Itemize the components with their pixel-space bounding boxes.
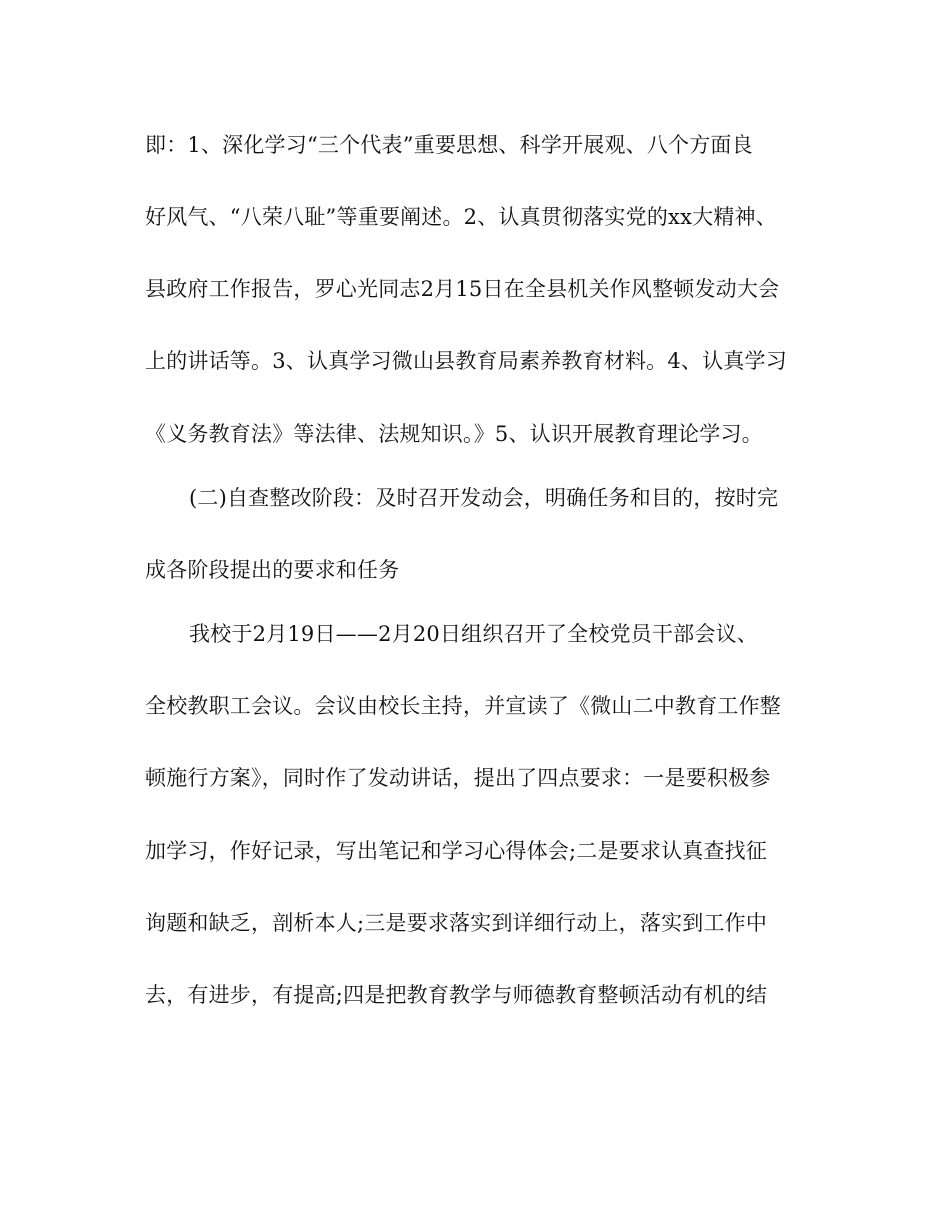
paragraph-start: 我校于2月19日——2月20日组织召开了全校党员干部会议、 [189,622,758,646]
text-line: 好风气、“八荣八耻”等重要阐述。2、认真贯彻落实党的xx大精神、 [145,205,777,229]
text-line: 询题和缺乏，剖析本人;三是要求落实到详细行动上，落实到工作中 [145,911,768,935]
text-line: 县政府工作报告，罗心光同志2月15日在全县机关作风整顿发动大会 [145,277,780,301]
text-line: 顿施行方案》，同时作了发动讲话，提出了四点要求：一是要积极参 [145,766,771,790]
text-line: 全校教职工会议。会议由校长主持，并宣读了《微山二中教育工作整 [145,694,781,718]
text-line: 《义务教育法》等法律、法规知识。》5、认识开展教育理论学习。 [145,422,763,446]
text-line: 去，有进步，有提高;四是把教育教学与师德教育整顿活动有机的结 [145,983,768,1007]
text-line: 上的讲话等。3、认真学习微山县教育局素养教育材料。4、认真学习 [145,349,787,373]
text-line: 即：1、深化学习“三个代表”重要思想、科学开展观、八个方面良 [145,133,753,157]
section-heading: (二)自查整改阶段：及时召开发动会，明确任务和目的，按时完 [189,486,779,510]
text-line: 加学习，作好记录，写出笔记和学习心得体会;二是要求认真查找征 [145,839,768,863]
text-line: 成各阶段提出的要求和任务 [145,558,400,582]
